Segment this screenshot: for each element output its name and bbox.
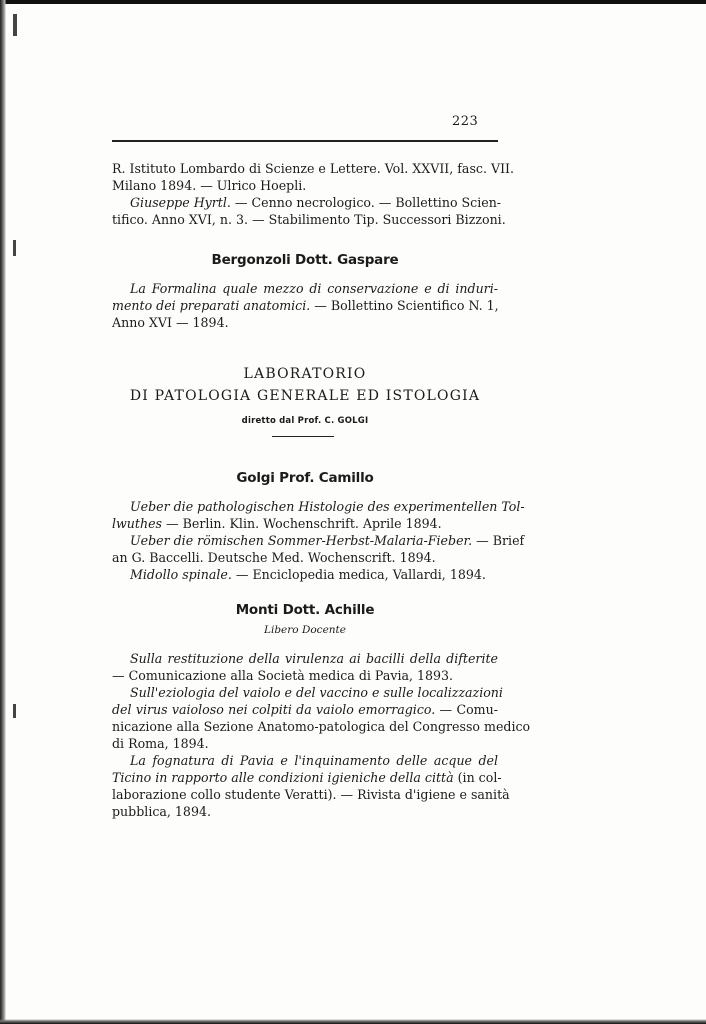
laboratory-subtitle: DI PATOLOGIA GENERALE ED ISTOLOGIA — [129, 388, 481, 404]
monti-entry2-line4: di Roma, 1894. — [112, 736, 209, 751]
intro-line: R. Istituto Lombardo di Scienze e Lettere. Vol. XXVII, fasc. VII. — [112, 161, 515, 176]
scan-top-edge — [0, 0, 706, 4]
monti-entry2-rest: — Comu- — [435, 702, 498, 717]
monti-entry2-line2 — [112, 701, 498, 718]
scan-left-edge — [0, 0, 6, 1024]
monti-entry2-title-line2: del virus vaioloso nei colpiti da vaiolo emorragico. — [112, 702, 436, 717]
intro-block — [112, 160, 515, 228]
monti-entries — [112, 650, 531, 820]
author-heading-bergonzoli: Bergonzoli Dott. Gaspare — [211, 252, 399, 268]
golgi-entry2-line1 — [112, 532, 525, 549]
author-heading-monti: Monti Dott. Achille — [235, 602, 375, 618]
monti-entry1-line2: — Comunicazione alla Società medica di Pavia, 1893. — [112, 668, 454, 683]
monti-entry3-title-line2: Ticino in rapporto alle condizioni igieniche della città — [112, 770, 454, 785]
golgi-entry3-rest: — Enciclopedia medica, Vallardi, 1894. — [231, 567, 486, 582]
author-heading-golgi: Golgi Prof. Camillo — [236, 470, 374, 486]
hyrtl-rest: — Cenno necrologico. — Bollettino Scien- — [230, 195, 502, 210]
monti-subtitle: Libero Docente — [264, 624, 346, 636]
monti-entry3-line3: laborazione collo studente Veratti). — Rivista d'igiene e sanità — [112, 787, 510, 802]
golgi-entry1-line2 — [112, 515, 498, 532]
binding-mark — [13, 240, 16, 256]
hyrtl-entry-line2: tifico. Anno XVI, n. 3. — Stabilimento Tip. Successori Bizzoni. — [112, 212, 506, 227]
golgi-entry3 — [112, 566, 498, 583]
golgi-entry1-title-line1: Ueber die pathologischen Histologie des experimentellen Tol- — [130, 499, 525, 514]
bergonzoli-line2 — [112, 297, 498, 314]
laboratory-director: diretto dal Prof. C. GOLGI — [241, 416, 369, 426]
scan-bottom-edge — [0, 1019, 706, 1024]
golgi-entry2-rest: — Brief — [472, 533, 525, 548]
section-divider — [272, 436, 334, 437]
monti-entry3-rest: (in col- — [453, 770, 502, 785]
bergonzoli-line3: Anno XVI — 1894. — [112, 315, 229, 330]
golgi-entry3-title: Midollo spinale. — [130, 567, 232, 582]
laboratory-title: LABORATORIO — [243, 366, 367, 382]
bergonzoli-rest: — Bollettino Scientifico N. 1, — [310, 298, 499, 313]
bergonzoli-entry — [112, 280, 498, 331]
monti-entry2-line3: nicazione alla Sezione Anatomo-patologica del Congresso medico — [112, 719, 531, 734]
golgi-entry1-title-line2: lwuthes — [112, 516, 163, 531]
bergonzoli-title-line2: mento dei preparati anatomici. — [112, 298, 311, 313]
golgi-entries — [112, 498, 525, 583]
monti-entry3-line4: pubblica, 1894. — [112, 804, 211, 819]
header-rule — [112, 140, 498, 142]
monti-entry2-title-line1: Sull'eziologia del vaiolo e del vaccino e sulle localizzazioni — [130, 685, 503, 700]
binding-mark — [13, 14, 17, 36]
monti-entry3-title-line1: La fognatura di Pavia e l'inquinamento delle acque del — [130, 753, 498, 768]
golgi-entry1-rest: — Berlin. Klin. Wochenschrift. Aprile 1894. — [162, 516, 442, 531]
golgi-entry2-line2: an G. Baccelli. Deutsche Med. Wochenscrift. 1894. — [112, 550, 436, 565]
intro-line: Milano 1894. — Ulrico Hoepli. — [112, 178, 307, 193]
golgi-entry2-title: Ueber die römischen Sommer-Herbst-Malaria-Fieber. — [130, 533, 473, 548]
binding-mark — [13, 704, 16, 718]
hyrtl-author: Giuseppe Hyrtl. — [130, 195, 231, 210]
page-number: 223 — [452, 114, 479, 129]
monti-entry1-title: Sulla restituzione della virulenza ai bacilli della difterite — [130, 651, 498, 666]
hyrtl-entry-line1 — [112, 194, 502, 211]
monti-entry3-line2 — [112, 769, 502, 786]
bergonzoli-title-line1: La Formalina quale mezzo di conservazione e di induri- — [130, 281, 498, 296]
